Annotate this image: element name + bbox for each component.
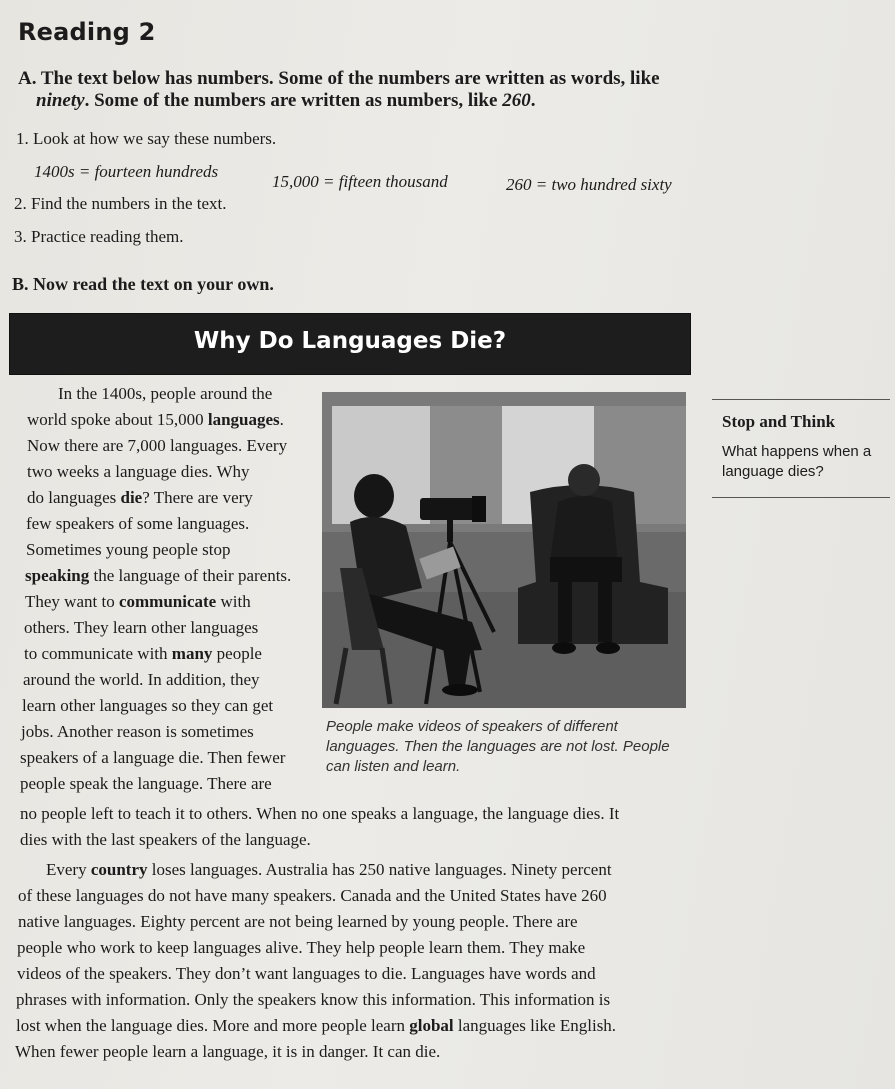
body-line: few speakers of some languages. [26, 514, 250, 533]
body-line: When fewer people learn a language, it is in danger. It can die. [15, 1042, 441, 1061]
body-line [24, 641, 262, 667]
text-run: Every [46, 860, 91, 879]
text-run: lost when the language dies. More and more people learn [16, 1016, 410, 1035]
text-run: the language of their parents. [89, 566, 292, 585]
body-line: others. They learn other languages [24, 618, 259, 637]
text-run: loses languages. Australia has 250 native languages. Ninety percent [147, 860, 612, 879]
section-a-line1: A. The text below has numbers. Some of the numbers are written as words, like [18, 68, 660, 89]
body-line: native languages. Eighty percent are not being learned by young people. There are [18, 912, 578, 931]
text-run: do languages [27, 488, 121, 507]
body-line: no people left to teach it to others. When no one speaks a language, the language dies. It [20, 804, 620, 823]
body-line: phrases with information. Only the speakers know this information. This information is [16, 990, 611, 1009]
bold-term: country [90, 860, 148, 879]
body-line [25, 589, 251, 615]
photo-caption: People make videos of speakers of different languages. Then the languages are not lost. People can listen and learn. [326, 718, 670, 775]
bold-term: global [409, 1016, 454, 1035]
example-15000: 15,000 = fifteen thousand [272, 172, 448, 191]
body-line: learn other languages so they can get [22, 696, 274, 715]
body-line [16, 1013, 616, 1039]
text-run: ? There are very [142, 488, 253, 507]
example-word: ninety [36, 90, 85, 111]
body-line: In the 1400s, people around the [58, 384, 273, 403]
page-heading: Reading 2 [18, 18, 156, 46]
section-b-instruction: B. Now read the text on your own. [12, 274, 274, 294]
body-line: two weeks a language dies. Why [27, 462, 250, 481]
stop-and-think-title: Stop and Think [722, 412, 836, 431]
bold-term: die [120, 488, 143, 507]
body-line: people who work to keep languages alive. They help people learn them. They make [17, 938, 586, 957]
stop-and-think-question: What happens when a language dies? [722, 443, 872, 480]
body-line: Now there are 7,000 languages. Every [27, 436, 288, 455]
example-1400s: 1400s = fourteen hundreds [34, 162, 219, 181]
interview-photo [322, 392, 686, 708]
section-a-line2-end: . [530, 90, 536, 111]
body-line [25, 563, 291, 589]
body-line: of these languages do not have many speakers. Canada and the United States have 260 [18, 886, 607, 905]
text-run: with [216, 592, 251, 611]
section-a-line2 [18, 90, 660, 112]
bold-term: speaking [25, 566, 90, 585]
text-run: They want to [25, 592, 119, 611]
body-line: videos of the speakers. They don’t want languages to die. Languages have words and [17, 964, 596, 983]
example-260: 260 = two hundred sixty [506, 175, 672, 194]
text-run: world spoke about 15,000 [27, 410, 208, 429]
bold-term: languages [207, 410, 280, 429]
body-line [27, 485, 253, 511]
stop-and-think-box [712, 399, 890, 498]
body-line: Sometimes young people stop [26, 540, 231, 559]
body-line [46, 857, 612, 883]
body-line: people speak the language. There are [20, 774, 272, 793]
example-number: 260 [502, 90, 531, 111]
text-run: . [279, 410, 284, 429]
section-a-line2-text: . Some of the numbers are written as numbers, like [84, 90, 503, 111]
body-line: speakers of a language die. Then fewer [20, 748, 286, 767]
body-line: dies with the last speakers of the language. [20, 830, 311, 849]
title-banner [10, 314, 690, 374]
text-run: to communicate with [24, 644, 172, 663]
article-title: Why Do Languages Die? [193, 328, 507, 354]
bold-term: many [171, 644, 213, 663]
step-2: 2. Find the numbers in the text. [14, 194, 227, 213]
section-a-instruction [18, 68, 660, 112]
step-3: 3. Practice reading them. [14, 227, 184, 246]
text-run: languages like English. [453, 1016, 617, 1035]
text-run: people [212, 644, 262, 663]
body-line: jobs. Another reason is sometimes [21, 722, 254, 741]
bold-term: communicate [118, 592, 217, 611]
body-line [27, 407, 284, 433]
body-line: around the world. In addition, they [23, 670, 260, 689]
step-1: 1. Look at how we say these numbers. [16, 129, 277, 148]
